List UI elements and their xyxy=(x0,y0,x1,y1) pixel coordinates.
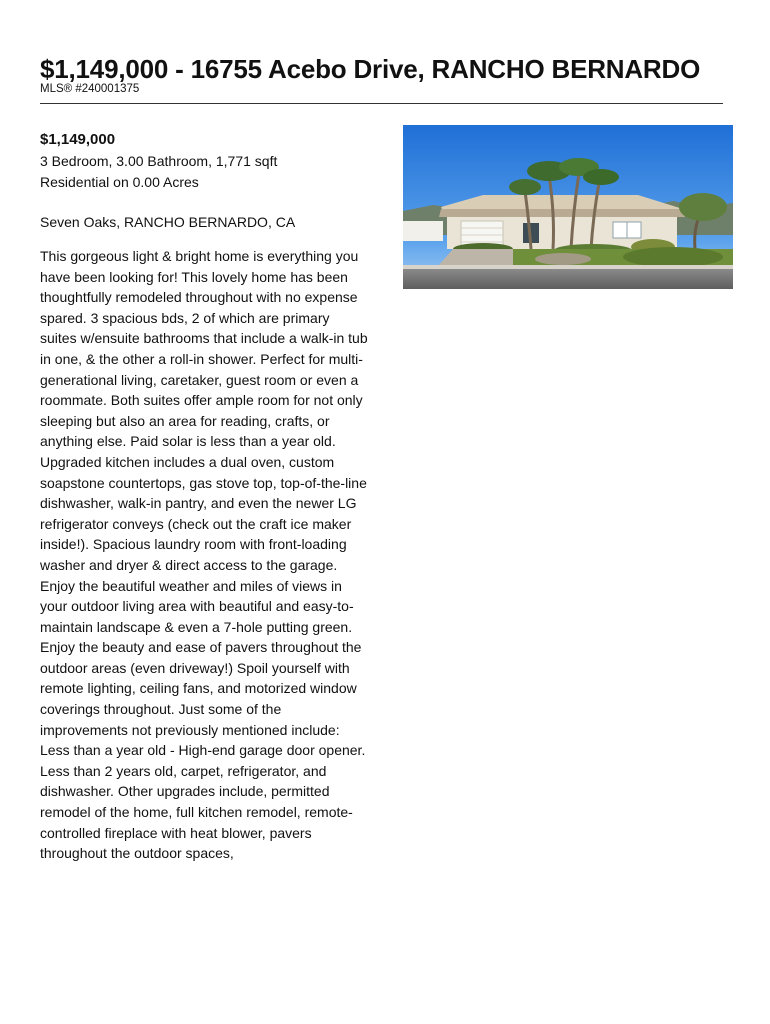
listing-title: $1,149,000 - 16755 Acebo Drive, RANCHO BERNARDO xyxy=(40,54,701,84)
house-photo xyxy=(403,125,733,289)
listing-price: $1,149,000 xyxy=(40,131,116,148)
header-divider xyxy=(40,103,723,104)
listing-location: Seven Oaks, RANCHO BERNARDO, CA xyxy=(40,214,296,230)
listing-specs: 3 Bedroom, 3.00 Bathroom, 1,771 sqft xyxy=(40,153,278,169)
listing-description: This gorgeous light & bright home is everything you have been looking for! This lovely home has been thoughtfully remodeled throughout with no expense spared. 3 spacious bds, 2 of which are primary suites w/ensuite bathrooms that include a walk-in tub in one, & the other a roll-in shower. Perfect for multi-generational living, caretaker, guest room or even a roommate. Both suites offer ample room for not only sleeping but also an area for reading, crafts, or anything else. Paid solar is less than a year old. Upgraded kitchen includes a dual oven, custom soapstone countertops, gas stove top, top-of-the-line dishwasher, walk-in pantry, and even the newer LG refrigerator conveys (check out the craft ice maker inside!). Spacious laundry room with front-loading washer and dryer & direct access to the garage. Enjoy the beautiful weather and miles of views in your outdoor living area with beautiful and easy-to-maintain landscape & even a 7-hole putting green. Enjoy the beauty and ease of pavers throughout the outdoor areas (even driveway!) Spoil yourself with remote lighting, ceiling fans, and motorized window coverings throughout. Just some of the improvements not previously mentioned include: Less than a year old - High-end garage door opener. Less than 2 years old, carpet, refrigerator, and dishwasher. Other upgrades include, permitted remodel of the home, full kitchen remodel, remote-controlled fireplace with heat blower, pavers throughout the outdoor spaces, xyxy=(40,248,368,862)
property-type: Residential on 0.00 Acres xyxy=(40,174,199,190)
mls-number: MLS® #240001375 xyxy=(40,83,140,95)
